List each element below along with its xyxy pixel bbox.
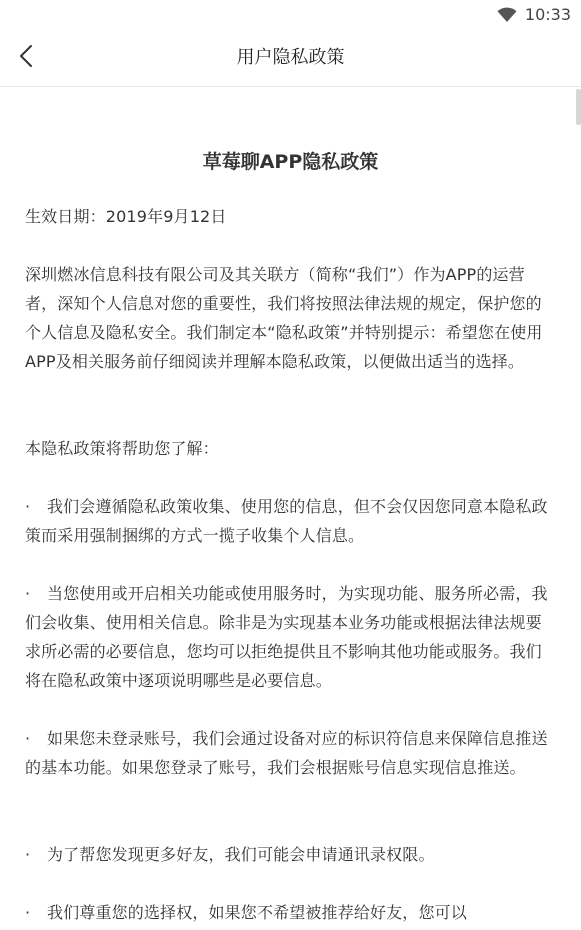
intro-paragraph: 深圳燃冰信息科技有限公司及其关联方（简称“我们”）作为APP的运营者，深知个人信息对您的重要性，我们将按照法律法规的规定，保护您的个人信息及隐私安全。我们制定本“隐私政策”并特别提示：希望您在使用APP及相关服务前仔细阅读并理解本隐私政策，以便做出适当的选择。 (25, 265, 543, 371)
list-item (25, 579, 557, 695)
status-indicators (497, 4, 571, 26)
list-item-text: 当您使用或开启相关功能或使用服务时，为实现功能、服务所必需，我们会收集、使用相关信息。除非是为实现基本业务功能或根据法律法规要求所必需的必要信息，您均可以拒绝提供且不影响其他功能或服务。我们将在隐私政策中逐项说明哪些是必要信息。 (25, 584, 548, 690)
wifi-icon (497, 7, 517, 23)
list-item-text: 如果您未登录账号，我们会通过设备对应的标识符信息来保障信息推送的基本功能。如果您登录了账号，我们会根据账号信息实现信息推送。 (25, 729, 548, 777)
page-title: 用户隐私政策 (236, 47, 345, 68)
list-item (25, 724, 557, 782)
scrollbar[interactable] (576, 89, 581, 125)
bullet-marker: · (25, 497, 31, 516)
bullet-marker: · (25, 845, 31, 864)
effective-date: 生效日期：2019年9月12日 (25, 207, 227, 226)
app-bar (0, 30, 581, 87)
status-bar (0, 0, 581, 30)
policy-content[interactable] (0, 87, 581, 930)
bullet-marker: · (25, 729, 31, 748)
list-item (25, 492, 557, 550)
bullet-marker: · (25, 903, 31, 922)
list-item (25, 840, 557, 869)
help-heading: 本隐私政策将帮助您了解： (25, 439, 219, 458)
document-title: 草莓聊APP隐私政策 (202, 151, 379, 173)
list-item-text: 我们尊重您的选择权，如果您不希望被推荐给好友，您可以 (47, 903, 467, 922)
status-time: 10:33 (524, 5, 571, 24)
list-item-text: 为了帮您发现更多好友，我们可能会申请通讯录权限。 (47, 845, 435, 864)
list-item-text: 我们会遵循隐私政策收集、使用您的信息，但不会仅因您同意本隐私政策而采用强制捆绑的方式一揽子收集个人信息。 (25, 497, 548, 545)
list-item (25, 898, 557, 927)
bullet-marker: · (25, 584, 31, 603)
